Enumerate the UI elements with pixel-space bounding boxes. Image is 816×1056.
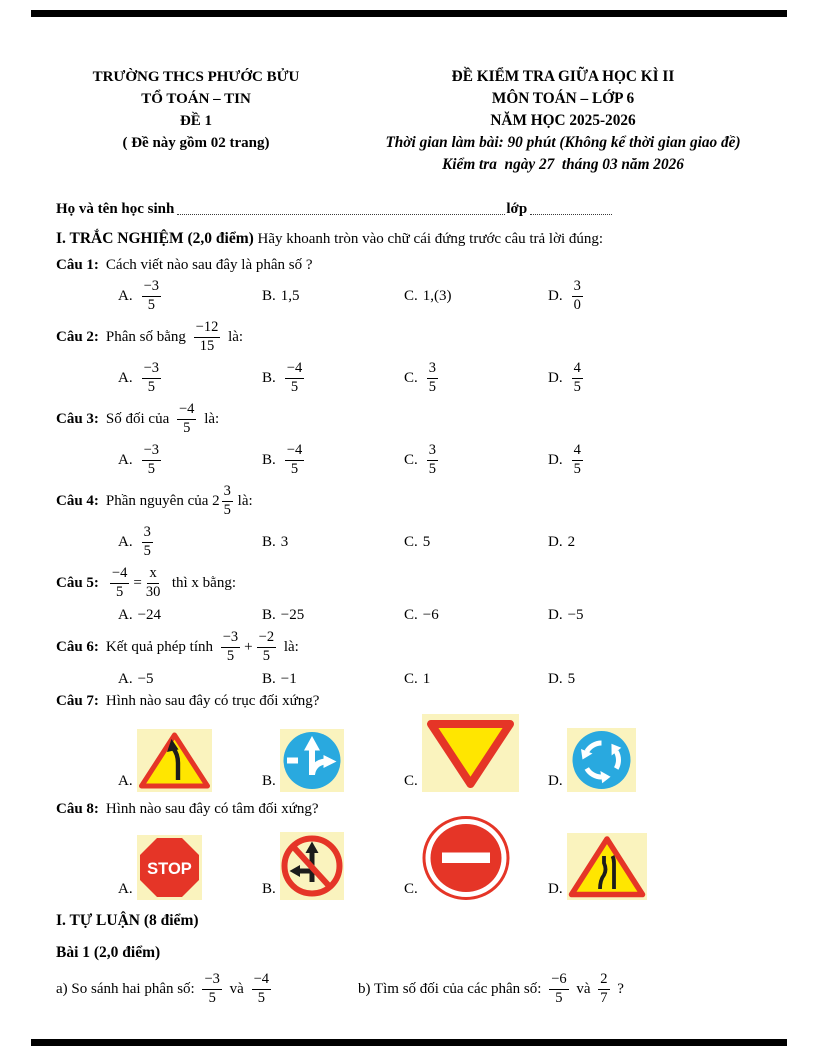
option-b [262, 358, 308, 398]
option-c [404, 358, 442, 398]
option-b [262, 668, 297, 690]
text-run: 1,(3) [422, 287, 452, 304]
exam-code: ĐỀ 1 [179, 113, 213, 129]
text-run: Cách viết nào sau đây là phân số ? [105, 256, 313, 273]
sign-options-row [56, 712, 768, 798]
page-count-note: ( Đề này gồm 02 trang) [122, 135, 270, 151]
text-run: và [225, 980, 248, 997]
option-a [118, 522, 157, 562]
text-run: −25 [280, 606, 305, 623]
option-b [262, 440, 308, 480]
text-run: Số đối của [105, 410, 173, 427]
option-a [118, 729, 212, 792]
exam-content [56, 188, 768, 1012]
left-bend-warning-sign [137, 729, 212, 792]
question-stem [56, 562, 768, 604]
option-d [548, 728, 636, 792]
fraction: $\frac{-3}{5}$ [222, 629, 239, 664]
yield-sign-tile [422, 714, 519, 792]
roundabout-sign [567, 728, 636, 792]
bai1-heading: Bài 1 (2,0 điểm) [56, 944, 161, 961]
multiple-choice-section-heading [56, 230, 768, 254]
go-straight-or-right-sign [280, 729, 344, 792]
fraction: $\frac{-4}{5}$ [253, 971, 270, 1006]
options-row [56, 604, 768, 626]
option-c [404, 522, 430, 562]
bai1-parts [56, 966, 768, 1012]
section-title: I. TRẮC NGHIỆM (2,0 điểm) [56, 230, 254, 247]
section-instruction: Hãy khoanh tròn vào chữ cái đứng trước câu trả lời đúng: [253, 231, 604, 247]
option-label: C. [404, 881, 418, 897]
department: TỔ TOÁN – TIN [141, 91, 251, 107]
option-label: D. [548, 606, 563, 623]
fraction: $\frac{-4}{5}$ [179, 401, 195, 436]
option-a [118, 668, 154, 690]
question-label: Câu 3: [56, 410, 99, 427]
text-run: Hình nào sau đây có trục đối xứng? [105, 692, 320, 709]
option-label: B. [262, 533, 276, 550]
option-label: A. [118, 606, 133, 623]
exam-title-block [336, 66, 790, 176]
exam-duration: Thời gian làm bài: 90 phút (Không kể thời gian giao đề) [385, 134, 741, 151]
exam-subject: MÔN TOÁN – LỚP 6 [491, 90, 635, 107]
option-d [548, 276, 587, 316]
text-run: 1 [422, 670, 431, 687]
option-c [404, 714, 519, 792]
top-border-rule [31, 10, 787, 17]
option-c [404, 276, 452, 316]
text-run: là: [224, 328, 244, 345]
school-name: TRƯỜNG THCS PHƯỚC BỬU [92, 69, 300, 85]
option-c [404, 440, 442, 480]
road-narrows-warning-sign [567, 833, 647, 900]
text-run: −1 [280, 670, 297, 687]
option-label: B. [262, 287, 276, 304]
fraction: $\frac{-2}{5}$ [258, 629, 275, 664]
text-run: Kết quả phép tính [105, 638, 217, 655]
text-run: = [133, 574, 142, 591]
roundabout-sign-tile [567, 728, 636, 792]
options-row [56, 440, 768, 480]
text-run: 5 [422, 533, 431, 550]
question-block [56, 480, 768, 562]
option-label: A. [118, 533, 133, 550]
dotted-fill-line [530, 201, 612, 215]
road-narrows-warning-sign-tile [567, 833, 647, 900]
question-block [56, 398, 768, 480]
text-run: thì x bằng: [164, 574, 236, 591]
fraction: $\frac{x}{30}$ [145, 565, 161, 600]
exam-title: ĐỀ KIỂM TRA GIỮA HỌC KÌ II [451, 68, 675, 85]
student-name-label: Họ và tên học sinh [56, 201, 175, 217]
option-a [118, 604, 161, 626]
bai1-part-b [358, 966, 624, 1012]
bottom-border-rule [31, 1039, 787, 1046]
no-entry-sign [422, 816, 510, 900]
fraction: $\frac{4}{5}$ [573, 442, 581, 477]
option-label: A. [118, 670, 133, 687]
text-run: Phần nguyên của [105, 492, 213, 509]
option-d [548, 668, 575, 690]
option-label: A. [118, 881, 133, 897]
option-label: B. [262, 606, 276, 623]
no-entry-sign-tile [422, 816, 510, 900]
text-run: 5 [567, 670, 576, 687]
questions-container [56, 254, 768, 906]
question-label: Câu 7: [56, 692, 99, 709]
option-b [262, 522, 288, 562]
no-straight-or-left-turn-sign-tile [280, 832, 344, 900]
text-run: ? [613, 980, 624, 997]
option-label: D. [548, 881, 563, 897]
student-name-line [56, 196, 768, 218]
question-stem [56, 480, 768, 522]
option-a [118, 835, 202, 900]
fraction: $\frac{-4}{5}$ [286, 360, 303, 395]
text-run: Hình nào sau đây có tâm đối xứng? [105, 800, 319, 817]
option-d [548, 522, 575, 562]
question-stem [56, 626, 768, 668]
option-label: D. [548, 533, 563, 550]
option-b [262, 832, 344, 900]
question-block [56, 316, 768, 398]
option-c [404, 604, 439, 626]
option-a [118, 358, 165, 398]
question-label: Câu 6: [56, 638, 99, 655]
text-run: và [572, 980, 595, 997]
question-block [56, 690, 768, 798]
fraction: $\frac{3}{5}$ [143, 524, 151, 559]
option-label: A. [118, 451, 133, 468]
options-row [56, 668, 768, 690]
option-label: D. [548, 369, 563, 386]
bai1-part-a [56, 966, 275, 1012]
option-a [118, 276, 165, 316]
school-block [56, 66, 336, 176]
text-run: −6 [422, 606, 439, 623]
option-a [118, 440, 165, 480]
fraction: $\frac{2}{7}$ [600, 971, 608, 1006]
option-label: A. [118, 287, 133, 304]
fraction: $\frac{3}{5}$ [428, 442, 437, 477]
option-label: C. [404, 533, 418, 550]
fraction: $\frac{-3}{5}$ [143, 278, 160, 313]
options-row [56, 522, 768, 562]
svg-text:STOP: STOP [146, 860, 192, 878]
text-run: a) So sánh hai phân số: [56, 980, 199, 997]
fraction: $\frac{-3}{5}$ [143, 442, 160, 477]
option-c [404, 668, 430, 690]
option-label: A. [118, 773, 133, 789]
text-run: 2 [567, 533, 576, 550]
option-d [548, 833, 647, 900]
class-label: lớp [506, 201, 528, 217]
option-label: B. [262, 451, 276, 468]
fraction: $\frac{-3}{5}$ [204, 971, 220, 1006]
text-run: 1,5 [280, 287, 300, 304]
fraction: $\frac{-12}{15}$ [195, 319, 219, 354]
option-b [262, 604, 304, 626]
fraction: $\frac{-6}{5}$ [551, 971, 567, 1006]
text-run: là: [200, 410, 220, 427]
question-stem [56, 316, 768, 358]
option-label: D. [548, 670, 563, 687]
stop-sign-tile [137, 835, 202, 900]
left-bend-warning-sign-tile [137, 729, 212, 792]
option-b [262, 276, 300, 316]
fraction: $\frac{3}{0}$ [573, 278, 581, 313]
option-label: C. [404, 670, 418, 687]
option-label: D. [548, 773, 563, 789]
options-row [56, 276, 768, 316]
option-label: B. [262, 369, 276, 386]
question-block [56, 254, 768, 316]
fraction: $\frac{3}{5}$ [428, 360, 437, 395]
fraction: $\frac{-3}{5}$ [143, 360, 160, 395]
text-run: + [244, 638, 253, 655]
option-label: C. [404, 287, 418, 304]
school-year: NĂM HỌC 2025-2026 [490, 112, 636, 129]
text-run: −5 [137, 670, 154, 687]
option-label: C. [404, 369, 418, 386]
option-c [404, 816, 510, 900]
fraction: $\frac{4}{5}$ [573, 360, 581, 395]
text-run: 3 [280, 533, 289, 550]
option-label: B. [262, 773, 276, 789]
option-d [548, 358, 587, 398]
text-run: b) Tìm số đối của các phân số: [358, 980, 546, 997]
question-block [56, 562, 768, 626]
option-label: C. [404, 451, 418, 468]
question-stem [56, 254, 768, 276]
question-label: Câu 2: [56, 328, 99, 345]
text-run: −5 [567, 606, 584, 623]
fraction: $\frac{-4}{5}$ [286, 442, 303, 477]
no-straight-or-left-turn-sign [280, 832, 344, 900]
text-run: là: [280, 638, 299, 655]
option-d [548, 440, 587, 480]
question-block [56, 626, 768, 690]
option-label: C. [404, 606, 418, 623]
option-label: D. [548, 451, 563, 468]
question-label: Câu 8: [56, 800, 99, 817]
option-b [262, 729, 344, 792]
question-stem [56, 690, 768, 712]
essay-section-heading: I. TỰ LUẬN (8 điểm) [56, 912, 199, 929]
option-label: D. [548, 287, 563, 304]
text-run: Phân số bằng [105, 328, 190, 345]
option-label: C. [404, 773, 418, 789]
question-stem [56, 398, 768, 440]
options-row [56, 358, 768, 398]
option-d [548, 604, 584, 626]
go-straight-or-right-sign-tile [280, 729, 344, 792]
question-block [56, 798, 768, 906]
option-label: B. [262, 881, 276, 897]
text-run: là: [233, 492, 253, 509]
question-label: Câu 5: [56, 574, 99, 591]
fraction: $\frac{3}{5}$ [223, 483, 231, 518]
dotted-fill-line [177, 201, 505, 215]
option-label: B. [262, 670, 276, 687]
option-label: A. [118, 369, 133, 386]
text-run: −24 [137, 606, 162, 623]
exam-header [56, 66, 790, 176]
question-label: Câu 4: [56, 492, 99, 509]
yield-sign [422, 714, 519, 792]
question-label: Câu 1: [56, 256, 99, 273]
mixed-number: 2 $\frac{3}{5}$ [212, 483, 231, 518]
fraction: $\frac{-4}{5}$ [111, 565, 128, 600]
stop-sign [137, 835, 202, 900]
sign-options-row [56, 820, 768, 906]
exam-date: Kiểm tra ngày 27 tháng 03 năm 2026 [442, 156, 684, 173]
